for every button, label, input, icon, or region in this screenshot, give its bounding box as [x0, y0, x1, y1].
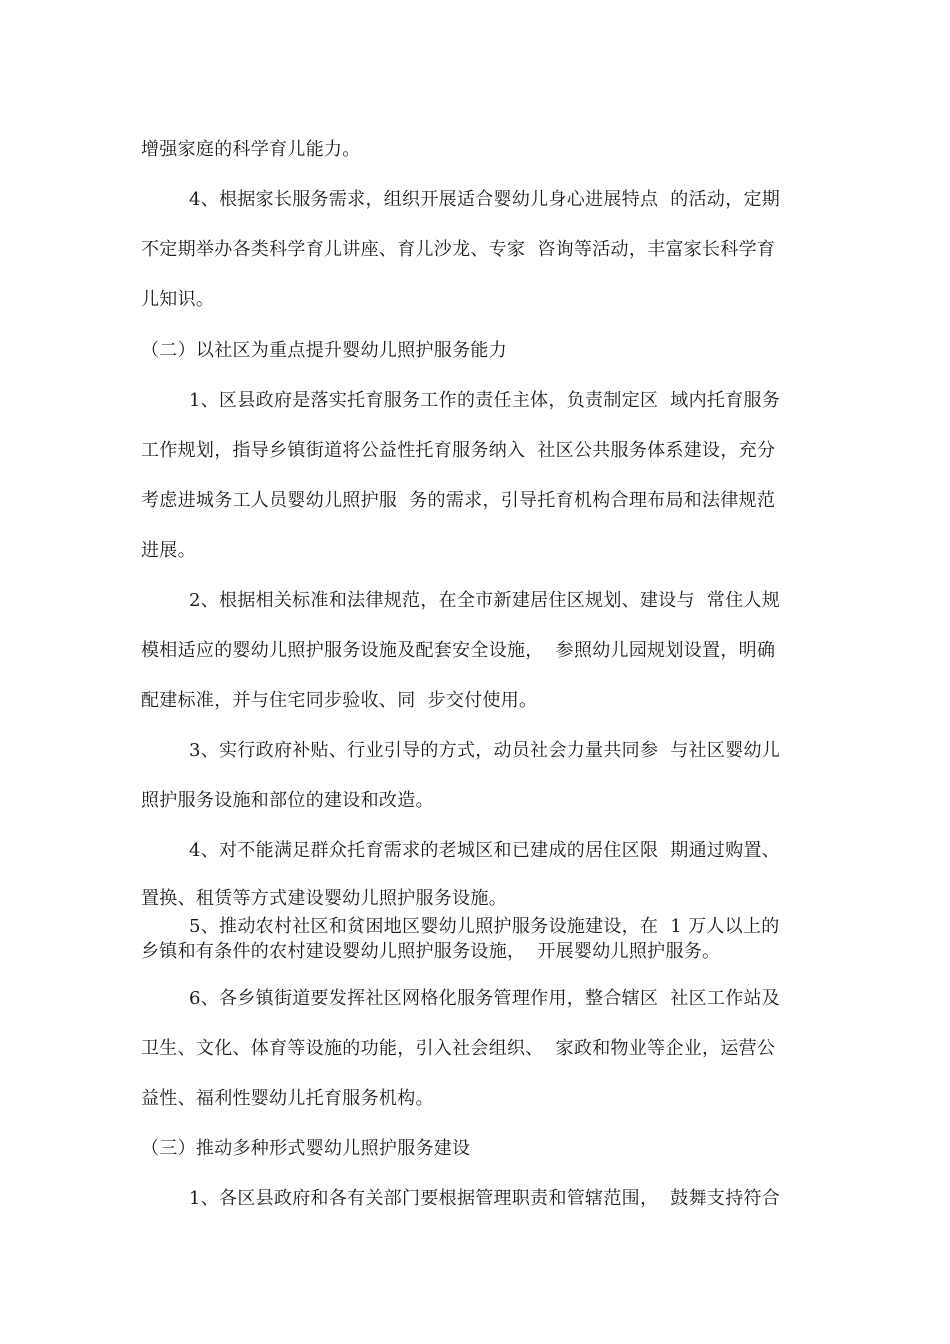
text-line: 乡镇和有条件的农村建设婴幼儿照护服务设施， 开展婴幼儿照护服务。	[141, 941, 721, 962]
text-line: 1、各区县政府和各有关部门要根据管理职责和管辖范围， 鼓舞支持符合	[189, 1188, 781, 1209]
section-heading: （三）推动多种形式婴幼儿照护服务建设	[141, 1138, 471, 1159]
text-line: 照护服务设施和部位的建设和改造。	[141, 790, 434, 811]
text-line: 卫生、文化、体育等设施的功能，引入社会组织、 家政和物业等企业，运营公	[141, 1038, 776, 1059]
text-line: 增强家庭的科学育儿能力。	[141, 139, 361, 160]
text-line: 1、区县政府是落实托育服务工作的责任主体，负责制定区 域内托育服务	[189, 390, 781, 411]
text-line: 工作规划，指导乡镇街道将公益性托育服务纳入 社区公共服务体系建设，充分	[141, 440, 776, 461]
text-line: 模相适应的婴幼儿照护服务设施及配套安全设施， 参照幼儿园规划设置，明确	[141, 640, 776, 661]
text-line: 6、各乡镇街道要发挥社区网格化服务管理作用，整合辖区 社区工作站及	[189, 988, 781, 1009]
text-line: 不定期举办各类科学育儿讲座、育儿沙龙、专家 咨询等活动，丰富家长科学育	[141, 239, 776, 260]
text-line: 4、根据家长服务需求，组织开展适合婴幼儿身心进展特点 的活动，定期	[189, 189, 781, 210]
text-line: 5、推动农村社区和贫困地区婴幼儿照护服务设施建设，在 1 万人以上的	[189, 916, 780, 937]
text-line: 2、根据相关标准和法律规范，在全市新建居住区规划、建设与 常住人规	[189, 590, 781, 611]
text-line: 考虑进城务工人员婴幼儿照护服 务的需求，引导托育机构合理布局和法律规范	[141, 490, 776, 511]
text-line: 置换、租赁等方式建设婴幼儿照护服务设施。	[141, 888, 507, 909]
text-line: 4、对不能满足群众托育需求的老城区和已建成的居住区限 期通过购置、	[189, 840, 781, 861]
section-heading: （二）以社区为重点提升婴幼儿照护服务能力	[141, 340, 507, 361]
text-line: 益性、福利性婴幼儿托育服务机构。	[141, 1088, 434, 1109]
text-line: 配建标准，并与住宅同步验收、同 步交付使用。	[141, 690, 538, 711]
text-line: 进展。	[141, 540, 196, 561]
text-line: 3、实行政府补贴、行业引导的方式，动员社会力量共同参 与社区婴幼儿	[189, 740, 781, 761]
text-line: 儿知识。	[141, 289, 215, 310]
